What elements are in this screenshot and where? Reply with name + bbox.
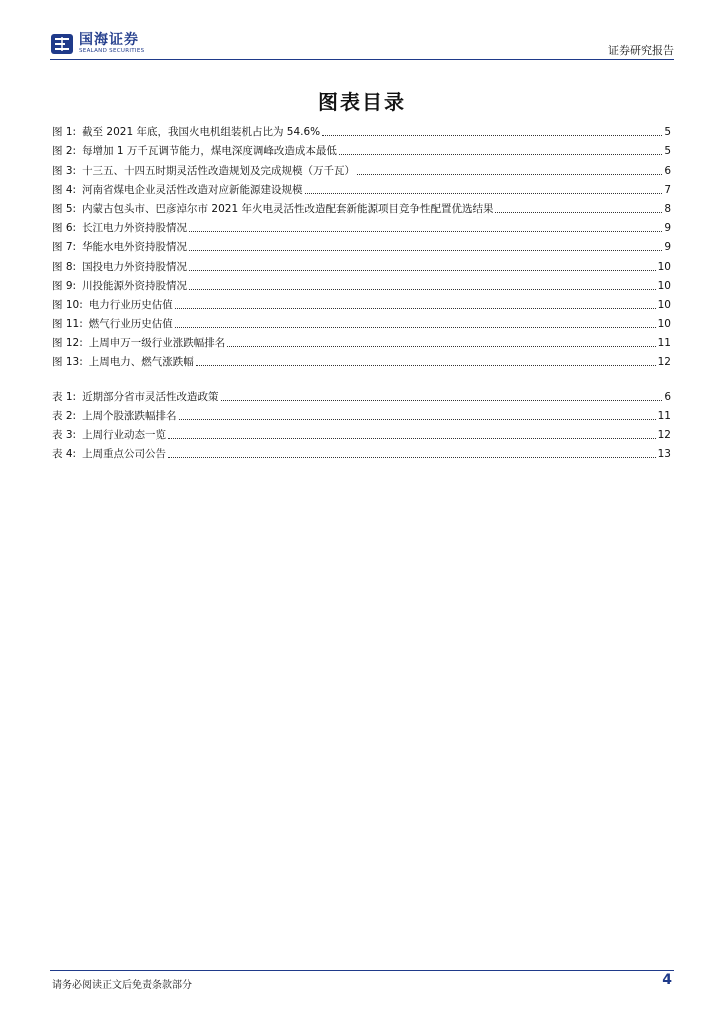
entry-label: 表 4:	[52, 448, 77, 461]
entry-title: 上周个股涨跌幅排名	[82, 409, 177, 422]
dot-leader	[227, 346, 655, 347]
entry-title: 内蒙古包头市、巴彦淖尔市 2021 年火电灵活性改造配套新能源项目竞争性配置优选结果	[82, 202, 494, 215]
entry-page: 10	[657, 318, 671, 331]
dot-leader	[322, 135, 662, 136]
dot-leader	[175, 308, 656, 309]
entry-label: 图 12:	[52, 337, 83, 350]
entry-label: 图 10:	[52, 298, 83, 311]
entry-label: 图 1:	[52, 126, 77, 139]
entry-label: 表 3:	[52, 429, 77, 441]
entry-title: 十三五、十四五时期灵活性改造规划及完成规模（万千瓦）	[82, 164, 356, 177]
table-entry[interactable]	[52, 423, 671, 442]
table-entry[interactable]	[52, 442, 671, 461]
entry-page: 5	[664, 145, 671, 158]
entry-title: 上周电力、燃气涨跌幅	[88, 356, 194, 369]
dot-leader	[175, 327, 656, 328]
entry-page: 6	[664, 164, 671, 177]
entry-page: 13	[657, 448, 671, 461]
figure-entry[interactable]	[52, 274, 671, 293]
entry-label: 图 4:	[52, 183, 77, 196]
entry-title: 近期部分省市灵活性改造政策	[82, 390, 219, 403]
footer-divider	[50, 970, 674, 971]
entry-title: 上周重点公司公告	[82, 448, 167, 461]
dot-leader	[357, 174, 662, 175]
page-title: 图表目录	[318, 90, 406, 114]
figure-entry[interactable]	[52, 197, 671, 216]
dot-leader	[221, 400, 663, 401]
entry-page: 7	[664, 183, 671, 196]
entry-label: 图 2:	[52, 145, 77, 158]
figure-entry[interactable]	[52, 216, 671, 235]
header-divider	[50, 59, 674, 60]
entry-label: 图 9:	[52, 279, 77, 292]
figure-entry[interactable]	[52, 312, 671, 331]
page-header	[50, 30, 674, 60]
table-entry[interactable]	[52, 404, 671, 423]
entry-title: 上周申万一级行业涨跌幅排名	[88, 337, 226, 350]
disclaimer-text: 请务必阅读正文后免责条款部分	[52, 980, 192, 991]
entry-label: 图 5:	[52, 202, 77, 215]
figure-entry[interactable]	[52, 254, 671, 273]
entry-label: 图 6:	[52, 222, 77, 235]
figure-list	[52, 120, 671, 369]
page-number: 4	[662, 972, 672, 988]
entry-page: 11	[657, 337, 671, 350]
entry-label: 图 7:	[52, 241, 77, 254]
entry-page: 10	[657, 260, 671, 273]
dot-leader	[196, 365, 656, 366]
figure-entry[interactable]	[52, 293, 671, 312]
entry-page: 6	[664, 390, 671, 403]
entry-title: 燃气行业历史估值	[88, 318, 173, 331]
entry-page: 11	[657, 409, 671, 422]
entry-label: 图 8:	[52, 260, 77, 273]
dot-leader	[189, 270, 656, 271]
dot-leader	[168, 457, 656, 458]
entry-label: 图 3:	[52, 164, 77, 177]
entry-label: 表 2:	[52, 409, 77, 422]
entry-label: 表 1:	[52, 390, 77, 403]
table-list	[52, 384, 671, 461]
entry-title: 华能水电外资持股情况	[82, 241, 188, 254]
dot-leader	[305, 193, 663, 194]
dot-leader	[495, 212, 662, 213]
entry-title: 国投电力外资持股情况	[82, 260, 188, 273]
figure-entry[interactable]	[52, 120, 671, 139]
entry-page: 12	[657, 356, 671, 369]
entry-page: 10	[657, 298, 671, 311]
company-name-cn: 国海证券	[79, 32, 139, 48]
entry-page: 9	[664, 241, 671, 254]
table-entry[interactable]	[52, 384, 671, 403]
entry-page: 12	[657, 429, 671, 441]
figure-entry[interactable]	[52, 331, 671, 350]
dot-leader	[189, 289, 656, 290]
entry-title: 截至 2021 年底，我国火电机组装机占比为 54.6%	[82, 126, 321, 139]
entry-title: 上周行业动态一览	[82, 429, 167, 441]
figure-entry[interactable]	[52, 178, 671, 197]
company-name-en: SEALAND SECURITIES	[79, 48, 145, 54]
list-gap	[52, 369, 671, 384]
dot-leader	[339, 154, 662, 155]
sealand-logo-icon	[50, 33, 74, 55]
entry-page: 10	[657, 279, 671, 292]
entry-title: 电力行业历史估值	[88, 298, 173, 311]
report-type-label: 证券研究报告	[608, 44, 674, 57]
dot-leader	[179, 419, 656, 420]
company-logo	[50, 33, 144, 55]
entry-title: 河南省煤电企业灵活性改造对应新能源建设规模	[82, 183, 303, 196]
dot-leader	[189, 250, 662, 251]
dot-leader	[168, 438, 656, 439]
table-of-figures	[52, 120, 671, 461]
entry-label: 图 11:	[52, 318, 83, 331]
entry-page: 8	[664, 202, 671, 215]
entry-label: 图 13:	[52, 356, 83, 369]
entry-page: 5	[664, 126, 671, 139]
figure-entry[interactable]	[52, 139, 671, 158]
entry-title: 长江电力外资持股情况	[82, 222, 188, 235]
figure-entry[interactable]	[52, 235, 671, 254]
figure-entry[interactable]	[52, 158, 671, 177]
entry-title: 每增加 1 万千瓦调节能力，煤电深度调峰改造成本最低	[82, 145, 337, 158]
entry-page: 9	[664, 222, 671, 235]
figure-entry[interactable]	[52, 350, 671, 369]
dot-leader	[189, 231, 662, 232]
entry-title: 川投能源外资持股情况	[82, 279, 188, 292]
